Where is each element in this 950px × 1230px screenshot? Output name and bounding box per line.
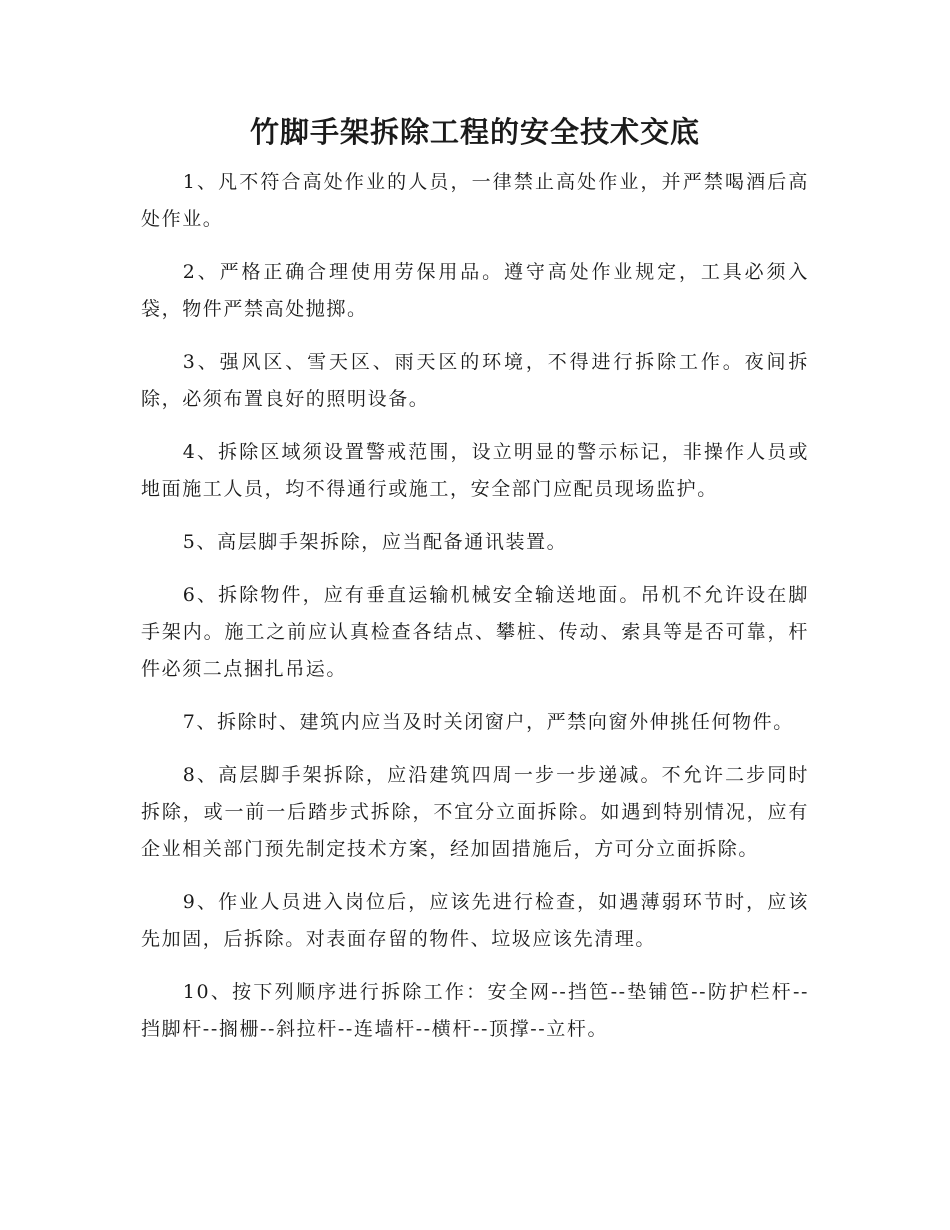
document-body xyxy=(141,164,809,1064)
paragraph-1: 1、凡不符合高处作业的人员，一律禁止高处作业，并严禁喝酒后高处作业。 xyxy=(141,171,809,230)
paragraph-8: 8、高层脚手架拆除，应沿建筑四周一步一步递减。不允许二步同时拆除，或一前一后踏步式拆除，不宜分立面拆除。如遇到特别情况，应有企业相关部门预先制定技术方案，经加固措施后，方可分立面拆除。 xyxy=(141,764,809,860)
paragraph-10: 10、按下列顺序进行拆除工作：安全网--挡笆--垫铺笆--防护栏杆--挡脚杆--搁栅--斜拉杆--连墙杆--横杆--顶撑--立杆。 xyxy=(141,981,809,1040)
paragraph-9: 9、作业人员进入岗位后，应该先进行检查，如遇薄弱环节时，应该先加固，后拆除。对表面存留的物件、垃圾应该先清理。 xyxy=(141,891,809,950)
paragraph-2: 2、严格正确合理使用劳保用品。遵守高处作业规定，工具必须入袋，物件严禁高处抛掷。 xyxy=(141,261,809,320)
paragraph-5: 5、高层脚手架拆除，应当配备通讯装置。 xyxy=(182,531,568,553)
paragraph-7: 7、拆除时、建筑内应当及时关闭窗户，严禁向窗外伸挑任何物件。 xyxy=(182,711,794,733)
paragraph-6: 6、拆除物件，应有垂直运输机械安全输送地面。吊机不允许设在脚手架内。施工之前应认真检查各结点、攀桩、传动、索具等是否可靠，杆件必须二点捆扎吊运。 xyxy=(141,584,809,680)
document-title: 竹脚手架拆除工程的安全技术交底 xyxy=(249,115,700,149)
paragraph-4: 4、拆除区域须设置警戒范围，设立明显的警示标记，非操作人员或地面施工人员，均不得通行或施工，安全部门应配员现场监护。 xyxy=(141,441,809,500)
paragraph-3: 3、强风区、雪天区、雨天区的环境，不得进行拆除工作。夜间拆除，必须布置良好的照明设备。 xyxy=(141,351,809,410)
